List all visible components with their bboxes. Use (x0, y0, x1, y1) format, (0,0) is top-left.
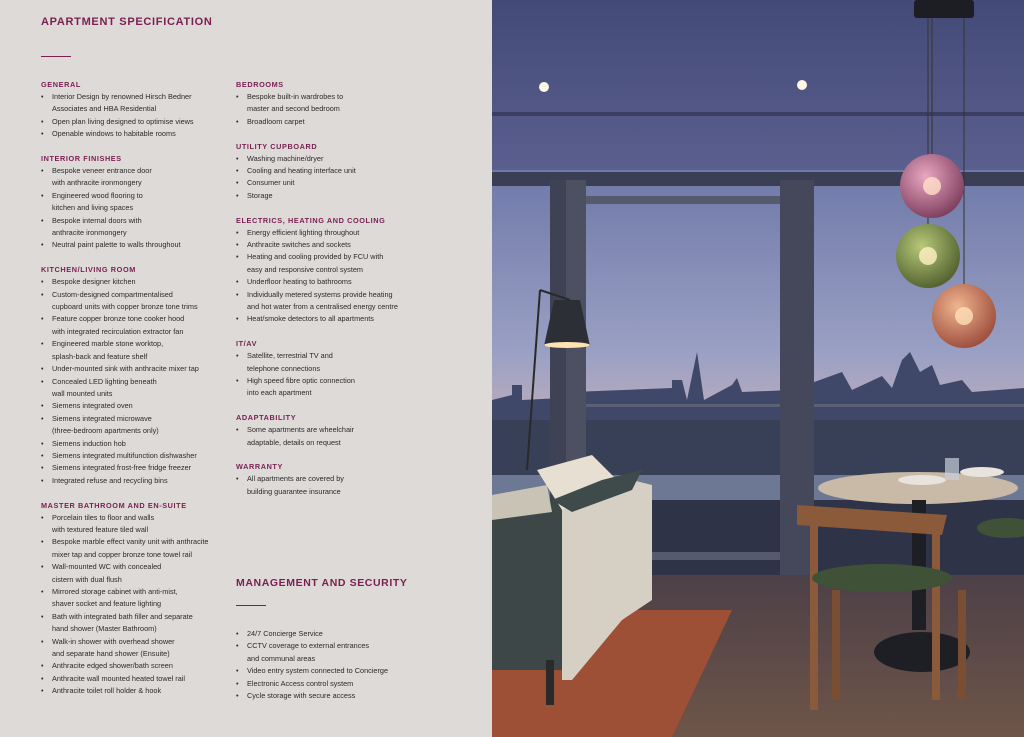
spec-item-line: • Siemens integrated frost-free fridge freezer (41, 462, 231, 474)
spec-item-line: • Storage (236, 190, 426, 202)
spec-item-line: building guarantee insurance (247, 486, 341, 496)
spec-item-line: • Energy efficient lighting throughout (236, 227, 426, 239)
spec-section (236, 339, 426, 400)
spec-item-line: and hot water from a centralised energy centre (247, 302, 398, 312)
spec-item-line: • Neutral paint palette to walls throughout (41, 239, 231, 251)
spec-item-line: • Cooling and heating interface unit (236, 165, 426, 177)
spec-item-line: • Individually metered systems provide heating (236, 289, 426, 301)
management-item-line: • Electronic Access control system (236, 678, 436, 690)
spec-item-line: • Anthracite switches and sockets (236, 239, 426, 251)
spec-item-line: • Under-mounted sink with anthracite mixer tap (41, 363, 231, 375)
spec-column-right (236, 80, 426, 512)
spec-item-line: into each apartment (247, 388, 312, 398)
spec-item-line: wall mounted units (52, 388, 113, 398)
spec-item-line: • Underfloor heating to bathrooms (236, 276, 426, 288)
spec-item-line: • Openable windows to habitable rooms (41, 128, 231, 140)
management-item-line: • Cycle storage with secure access (236, 690, 436, 702)
spec-item-line: master and second bedroom (247, 104, 340, 114)
spec-item-line: • Washing machine/dryer (236, 153, 426, 165)
page-title: APARTMENT SPECIFICATION (41, 16, 213, 28)
spec-item-line: mixer tap and copper bronze tone towel rail (52, 549, 192, 559)
spec-item-line: • Custom-designed compartmentalised (41, 289, 231, 301)
spec-item-line: • Bath with integrated bath filler and separate (41, 611, 231, 623)
spec-item-line: • Engineered marble stone worktop, (41, 338, 231, 350)
spec-item-line: • High speed fibre optic connection (236, 375, 426, 387)
spec-item-line: • Anthracite edged shower/bath screen (41, 660, 231, 672)
spec-item-line: with integrated recirculation extractor fan (52, 326, 184, 336)
spec-item-line: • Bespoke designer kitchen (41, 276, 231, 288)
spec-item-line: • Concealed LED lighting beneath (41, 376, 231, 388)
spec-item-line: easy and responsive control system (247, 264, 363, 274)
section-heading: GENERAL (41, 80, 81, 89)
spec-item-line: • Wall-mounted WC with concealed (41, 561, 231, 573)
spec-item-line: • Consumer unit (236, 177, 426, 189)
section-heading: ADAPTABILITY (236, 413, 297, 423)
spec-item-line: shaver socket and feature lighting (52, 599, 162, 609)
spec-item-line: • Bespoke veneer entrance door (41, 165, 231, 177)
spec-item-line: • Siemens integrated microwave (41, 413, 231, 425)
spec-item-line: adaptable, details on request (247, 437, 341, 447)
spec-item-line: hand shower (Master Bathroom) (52, 624, 157, 634)
management-item-line: • Video entry system connected to Concierge (236, 665, 436, 677)
spec-column-left (41, 80, 231, 711)
spec-item-line: splash-back and feature shelf (52, 351, 148, 361)
management-item-line: • CCTV coverage to external entrances (236, 640, 436, 652)
spec-section (41, 501, 231, 698)
spec-item-line: • Some apartments are wheelchair (236, 424, 426, 436)
spec-item-line: • Interior Design by renowned Hirsch Bedner (41, 91, 231, 103)
spec-item-line: • Bespoke marble effect vanity unit with anthracite (41, 536, 231, 548)
spec-section (236, 142, 426, 203)
spec-item-line: telephone connections (247, 363, 321, 373)
section-heading: WARRANTY (236, 462, 283, 472)
management-item-line: • 24/7 Concierge Service (236, 628, 436, 640)
spec-item-line: anthracite ironmongery (52, 228, 127, 238)
interior-photo (492, 0, 1024, 737)
spec-section (236, 413, 426, 449)
spec-item-line: • Siemens induction hob (41, 438, 231, 450)
management-item-line: and communal areas (247, 653, 316, 663)
spec-item-line: • Siemens integrated multifunction dishwasher (41, 450, 231, 462)
spec-item-line: • Broadloom carpet (236, 116, 426, 128)
spec-item-line: • Anthracite wall mounted heated towel rail (41, 673, 231, 685)
section-heading: ELECTRICS, HEATING AND COOLING (236, 215, 386, 225)
spec-item-line: • All apartments are covered by (236, 473, 426, 485)
spec-section (236, 216, 426, 326)
spec-item-line: and separate hand shower (Ensuite) (52, 649, 170, 659)
section-heading: BEDROOMS (236, 80, 284, 89)
spec-item-line: • Bespoke internal doors with (41, 215, 231, 227)
spec-item-line: • Feature copper bronze tone cooker hood (41, 313, 231, 325)
spec-item-line: • Engineered wood flooring to (41, 190, 231, 202)
spec-item-line: with anthracite ironmongery (52, 178, 142, 188)
section-heading: UTILITY CUPBOARD (236, 141, 318, 151)
spec-item-line: • Bespoke built-in wardrobes to (236, 91, 426, 103)
spec-item-line: • Satellite, terrestrial TV and (236, 350, 426, 362)
spec-item-line: with textured feature tiled wall (52, 524, 149, 534)
spec-item-line: • Open plan living designed to optimise views (41, 116, 231, 128)
section-heading: IT/AV (236, 339, 258, 349)
spec-item-line: • Mirrored storage cabinet with anti-mist, (41, 586, 231, 598)
interior-living-room-photo (492, 0, 1024, 737)
spec-item-line: cistern with dual flush (52, 574, 122, 584)
spec-section (236, 80, 426, 128)
spec-item-line: Associates and HBA Residential (52, 104, 157, 114)
section-heading: MASTER BATHROOM AND EN-SUITE (41, 500, 187, 510)
spec-item-line: cupboard units with copper bronze tone trims (52, 302, 198, 312)
management-list (236, 628, 436, 702)
section-heading: KITCHEN/LIVING ROOM (41, 265, 136, 275)
spec-item-line: kitchen and living spaces (52, 203, 134, 213)
spec-item-line: (three-bedroom apartments only) (52, 426, 159, 436)
specification-page (0, 0, 492, 737)
spec-item-line: • Anthracite toilet roll holder & hook (41, 685, 231, 697)
section-heading: INTERIOR FINISHES (41, 154, 122, 164)
spec-item-line: • Heating and cooling provided by FCU with (236, 251, 426, 263)
spec-item-line: • Siemens integrated oven (41, 400, 231, 412)
spec-item-line: • Walk-in shower with overhead shower (41, 636, 231, 648)
management-heading: MANAGEMENT AND SECURITY (236, 577, 408, 589)
spec-section (41, 80, 231, 141)
spec-item-line: • Heat/smoke detectors to all apartments (236, 313, 426, 325)
spec-item-line: • Porcelain tiles to floor and walls (41, 512, 231, 524)
spec-item-line: • Integrated refuse and recycling bins (41, 475, 231, 487)
title-divider (41, 56, 71, 57)
spec-section (236, 462, 426, 498)
spec-section (41, 154, 231, 252)
spec-section (41, 265, 231, 487)
management-divider (236, 605, 266, 606)
